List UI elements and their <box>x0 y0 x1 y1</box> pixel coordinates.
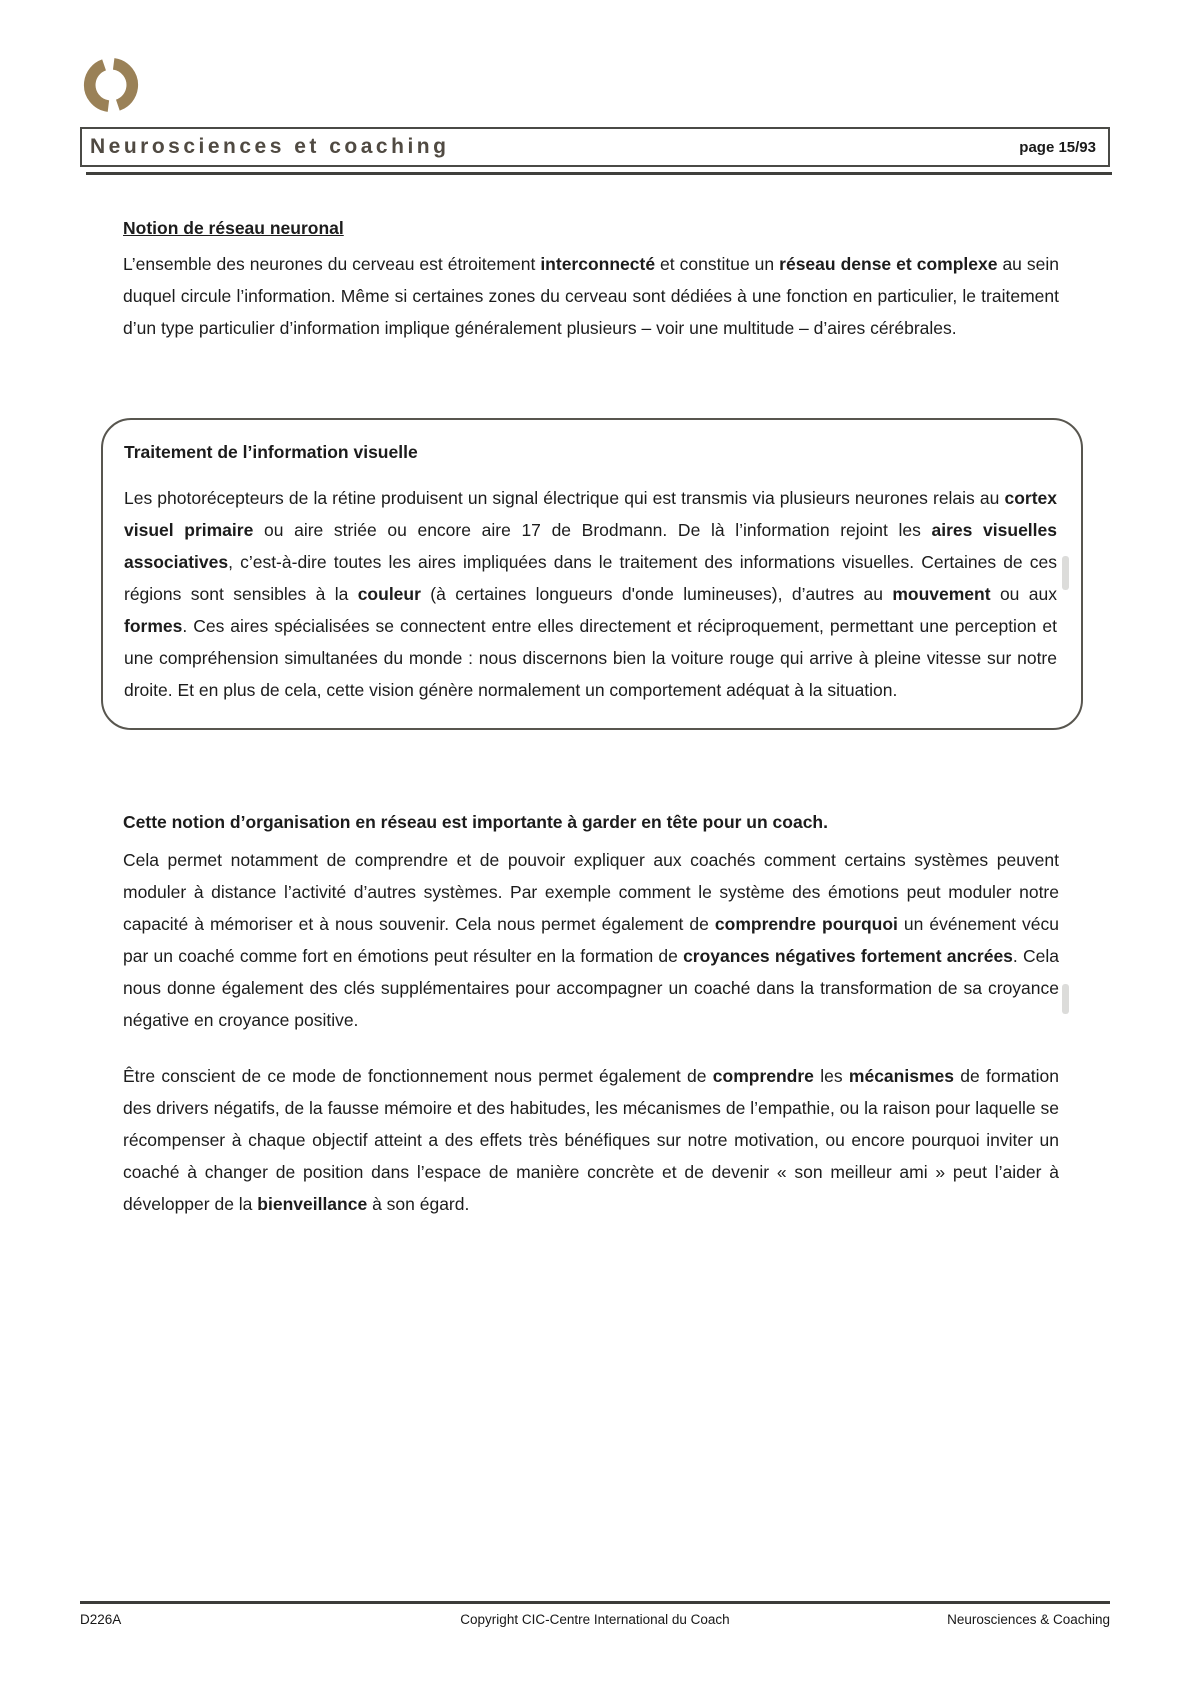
info-box-traitement-visuel <box>101 418 1083 730</box>
logo-ring-arc <box>87 61 134 108</box>
section-heading-reseau-neuronal: Notion de réseau neuronal <box>123 218 344 238</box>
footer-course-name: Neurosciences & Coaching <box>947 1612 1110 1627</box>
footer-divider <box>80 1601 1110 1604</box>
paragraph-reseau-neuronal: L’ensemble des neurones du cerveau est étroitement interconnecté et constitue un réseau dense et complexe au sein duquel circule l’information. Même si certaines zones du cerveau sont dédiées à une fonction en particulier, le traitement d’un type particulier d’information implique généralement plusieurs – voir une multitude – d’aires cérébrales. <box>123 254 1060 338</box>
page-number: page 15/93 <box>1019 138 1096 156</box>
footer-copyright: Copyright CIC-Centre International du Coach <box>460 1612 730 1627</box>
scan-artifact <box>1062 556 1069 590</box>
cic-ring-logo-icon <box>82 56 140 114</box>
lead-sentence-organisation-reseau: Cette notion d’organisation en réseau est importante à garder en tête pour un coach. <box>123 812 828 832</box>
info-box-title: Traitement de l’information visuelle <box>124 442 418 462</box>
footer-document-code: D226A <box>80 1612 122 1627</box>
header-divider <box>86 172 1112 175</box>
paragraph-etre-conscient: Être conscient de ce mode de fonctionnement nous permet également de comprendre les mécanismes de formation des drivers négatifs, de la fausse mémoire et des habitudes, les mécanismes de l’empathie, ou la raison pour laquelle se récompenser à chaque objectif atteint a des effets très bénéfiques sur notre motivation, ou encore pourquoi inviter un coaché à changer de position dans l’espace de manière concrète et de devenir « son meilleur ami » peut l’aider à développer de la bienveillance à son égard. <box>123 1066 1059 1214</box>
page-header <box>80 127 1110 167</box>
page-footer <box>80 1612 1110 1627</box>
document-title: Neurosciences et coaching <box>90 135 450 158</box>
paragraph-moduler-systemes: Cela permet notamment de comprendre et de pouvoir expliquer aux coachés comment certains systèmes peuvent moduler à distance l’activité d’autres systèmes. Par exemple comment le système des émotions peut moduler notre capacité à mémoriser et à nous souvenir. Cela nous permet également de comprendre pourquoi un événement vécu par un coaché comme fort en émotions peut résulter en la formation de croyances négatives fortement ancrées. Cela nous donne également des clés supplémentaires pour accompagner un coaché dans la transformation de sa croyance négative en croyance positive. <box>123 850 1059 1030</box>
info-box-body: Les photorécepteurs de la rétine produisent un signal électrique qui est transmis via plusieurs neurones relais au cortex visuel primaire ou aire striée ou encore aire 17 de Brodmann. De là l’information rejoint les aires visuelles associatives, c’est-à-dire toutes les aires impliquées dans le traitement des informations visuelles. Certaines de ces régions sont sensibles à la couleur (à certaines longueurs d'onde lumineuses), d’autres au mouvement ou aux formes. Ces aires spécialisées se connectent entre elles directement et réciproquement, permettant une perception et une compréhension simultanées du monde : nous discernons bien la voiture rouge qui arrive à pleine vitesse sur notre droite. Et en plus de cela, cette vision génère normalement un comportement adéquat à la situation. <box>124 488 1058 700</box>
scan-artifact <box>1062 984 1069 1014</box>
